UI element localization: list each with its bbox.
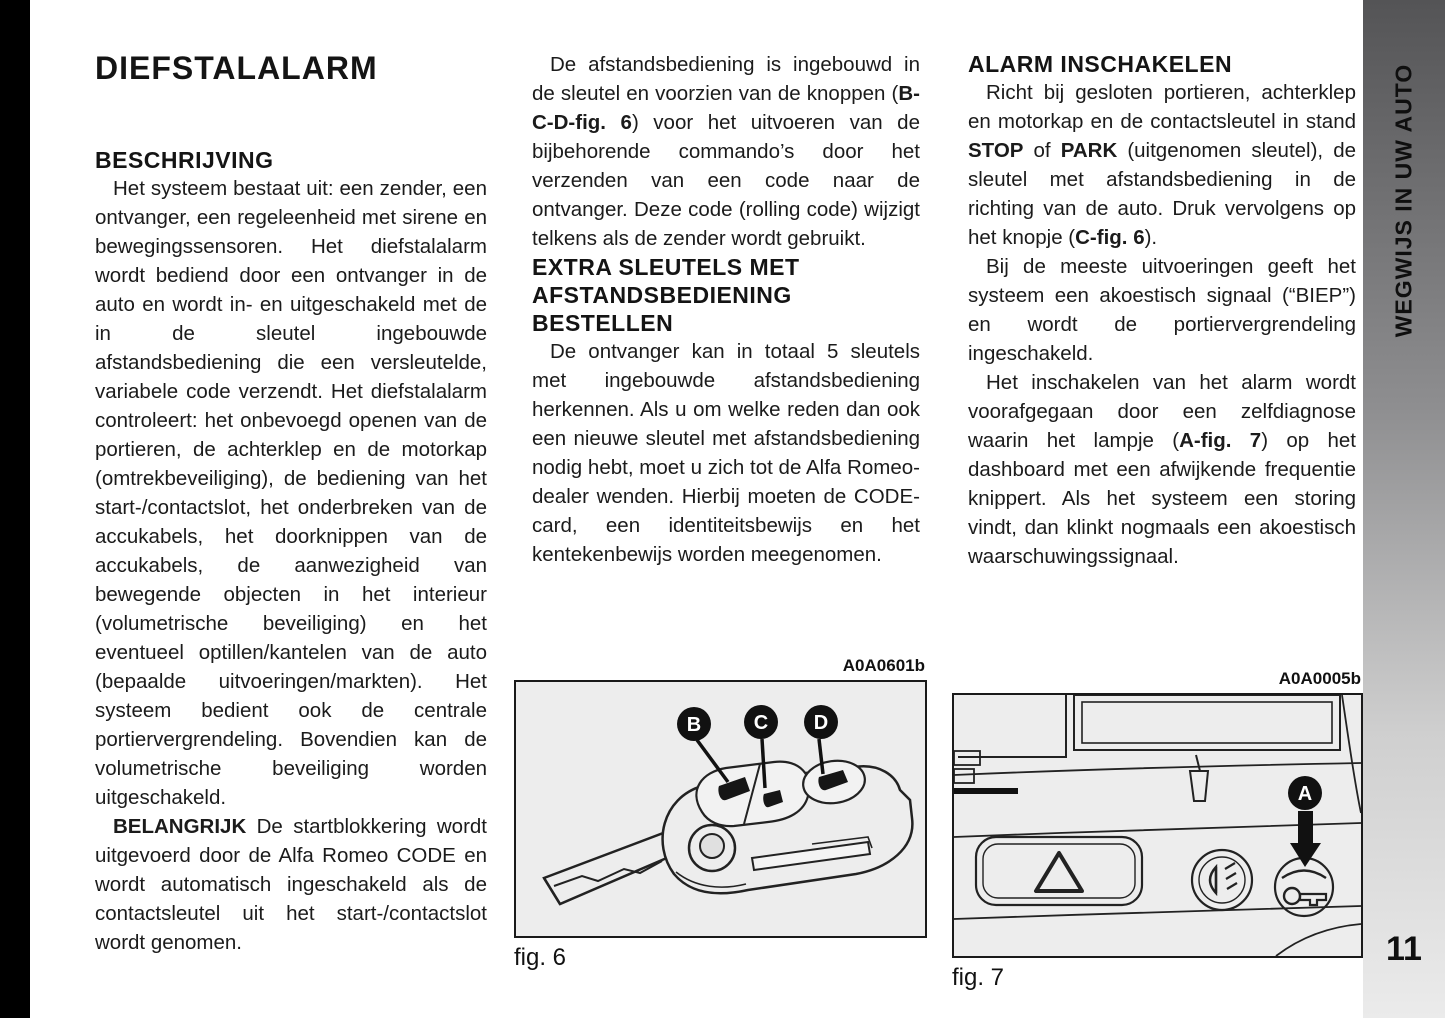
extra-sleutels-text: De ontvanger kan in totaal 5 sleutels met ingebouwde afstandsbediening herkennen. Als u om welke reden dan ook een nieuwe sleutel met afstandsbediening nodig hebt, moet u zich tot de Alfa Romeo-dealer wenden. Hierbij moeten de CODE-card, een identiteitsbewijs en het kentekenbewijs worden meegenomen. (532, 340, 920, 566)
chapter-tab (1363, 48, 1445, 353)
belangrijk-rest: De startblokkering wordt uitgevoerd door de Alfa Romeo CODE en wordt automatisch ingeschakeld als de contactsleutel uit het start-/contactslot wordt genomen. (95, 815, 487, 954)
alarm1-bold-park: PARK (1060, 139, 1118, 162)
paragraph-alarm-3 (968, 368, 1356, 571)
key-illustration (516, 682, 925, 936)
alarm1-text-3: (uitgenomen sleutel), de sleutel met afstandsbediening in de richting van de auto. Druk vervolgens op het knopje ( (968, 139, 1356, 249)
figure-6-caption: fig. 6 (514, 944, 567, 971)
callout-d-label: D (813, 712, 829, 734)
remote-text-1: De afstandsbediening is ingebouwd in de sleutel en voorzien van de knoppen ( (532, 53, 920, 105)
alarm1-bold-stop: STOP (968, 139, 1024, 162)
callout-b-label: B (686, 714, 702, 736)
paragraph-belangrijk (95, 812, 487, 957)
section-heading-beschrijving: BESCHRIJVING (95, 147, 274, 173)
alarm2-text: Bij de meeste uitvoeringen geeft het systeem een akoestisch signaal (“BIEP”) en wordt de portiervergrendeling ingeschakeld. (968, 255, 1356, 365)
chapter-tab-text: WEGWIJS IN UW AUTO (1390, 63, 1417, 338)
paragraph-remote (532, 50, 920, 253)
column-alarm-inschakelen (968, 50, 1356, 571)
figure-7-caption: fig. 7 (952, 964, 1005, 991)
section-heading-alarm: ALARM INSCHAKELEN (968, 51, 1233, 77)
remote-text-2: ) voor het uitvoeren van de bijbehorende commando’s door het verzenden van een code naar de ontvanger. Deze code (rolling code) wijzigt telkens als de zender wordt gebruikt. (532, 111, 920, 250)
figure-7 (952, 669, 1363, 992)
column-remote (532, 50, 920, 569)
section-heading-extra-sleutels: EXTRA SLEUTELS MET AFSTANDSBEDIENING BESTELLEN (532, 254, 800, 336)
callout-c-label: C (753, 712, 769, 734)
callout-a-label: A (1297, 783, 1313, 805)
paragraph-extra-sleutels (532, 337, 920, 569)
figure-6-frame (514, 680, 927, 938)
figure-6-code: A0A0601b (842, 656, 925, 675)
remote-bold-bcd: B-C-D-fig. 6 (532, 82, 920, 134)
figure-7-code: A0A0005b (1278, 669, 1361, 688)
chapter-tab-sidebar (1363, 0, 1445, 1018)
callout-a-arrow (1290, 843, 1321, 867)
alarm3-text-1: Het inschakelen van het alarm wordt voorafgegaan door een zelfdiagnose waarin het lampje ( (968, 371, 1356, 452)
dashboard-illustration (954, 695, 1361, 956)
column-description (95, 50, 487, 957)
alarm1-text-1: Richt bij gesloten portieren, achterklep en motorkap en de contactsleutel in stand (968, 81, 1356, 133)
paragraph-alarm-2 (968, 252, 1356, 368)
page-number: 11 (1386, 930, 1422, 968)
alarm1-text-4: ). (1144, 226, 1158, 249)
figure-6 (514, 656, 927, 972)
alarm3-bold-afig7: A-fig. 7 (1179, 429, 1262, 452)
hazard-triangle-icon (1036, 853, 1082, 891)
alarm1-text-2: of (1023, 139, 1061, 162)
paragraph-description (95, 174, 487, 812)
paragraph-description-text: Het systeem bestaat uit: een zender, een ontvanger, een regeleenheid met sirene en bewegingssensoren. Het diefstalalarm wordt bediend door een ontvanger in de auto en wordt in- en uitgeschakeld met de in de sleutel ingebouwde afstandsbediening die een versleutelde, variabele code verzendt. Het diefstalalarm controleert: het onbevoegd openen van de portieren, de achterklep en de motorkap (omtrekbeveiliging), de bediening van het start-/contactslot, het onderbreken van de accukabels, het doorknippen van de accukabels, de aanwezigheid van bewegende objecten in het interieur (volumetrische beveiliging) en het eventueel optillen/kantelen van de auto (bepaalde uitvoeringen/markten). Het systeem bedient ook de centrale portiervergrendeling. Bovendien kan de volumetrische beveiliging worden uitgeschakeld. (95, 177, 487, 809)
page-title: DIEFSTALALARM (95, 50, 378, 86)
foglight-button-icon (1192, 850, 1252, 910)
alarm3-text-2: ) op het dashboard met een afwijkende frequentie knippert. Als het systeem een storing vindt, dan klinkt nogmaals een akoestisch waarschuwingssignaal. (968, 429, 1356, 568)
alarm1-bold-cfig6: C-fig. 6 (1075, 226, 1145, 249)
figure-7-frame (952, 693, 1363, 958)
scan-spine-bar (0, 0, 30, 1018)
belangrijk-lead: BELANGRIJK (113, 815, 247, 838)
paragraph-alarm-1 (968, 78, 1356, 252)
